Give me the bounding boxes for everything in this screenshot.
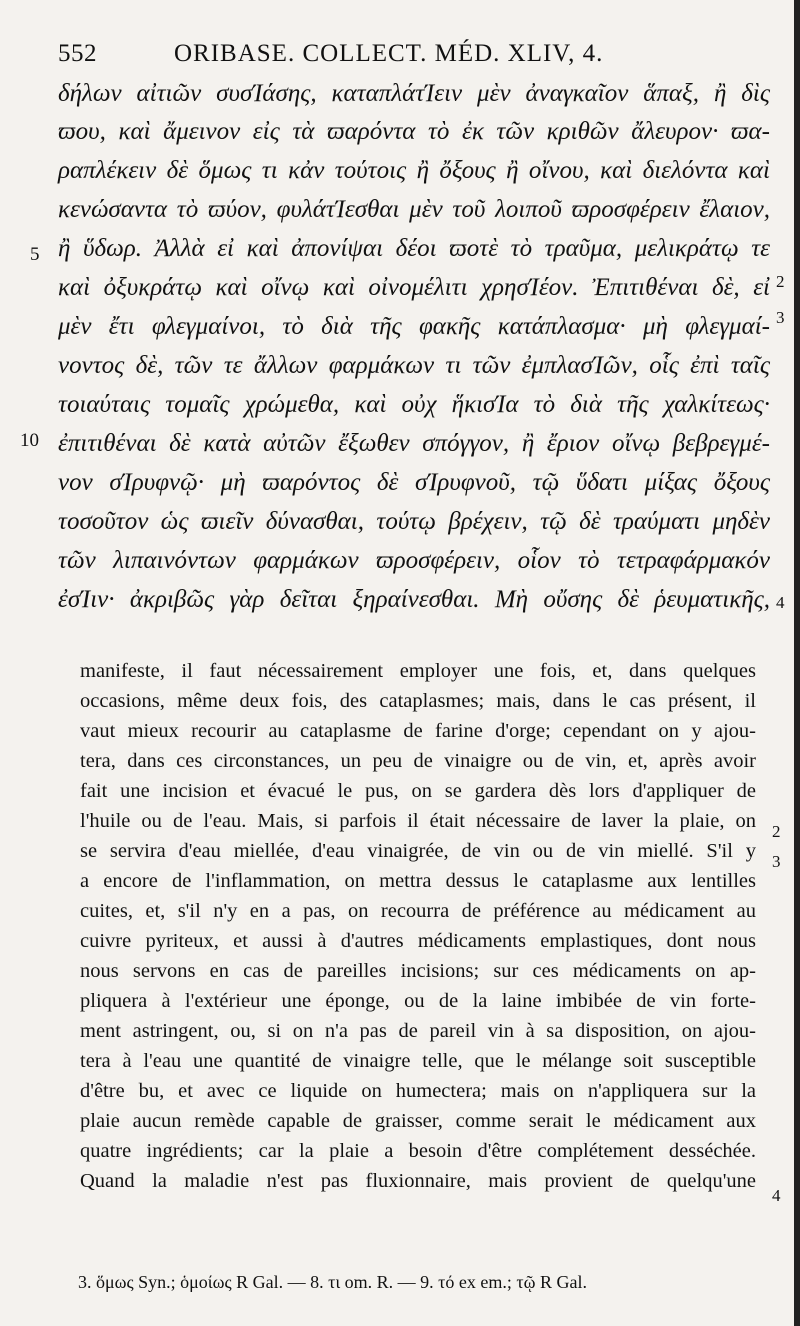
greek-line: ἐσΊιν· ἀκριβῶς γὰρ δεῖται ξηραίνεσθαι. Μὴ οὔσης δὲ ῥευματικῆς,: [58, 586, 770, 613]
french-line: fait une incision et évacué le pus, on se gardera dès lors d'appliquer de: [80, 780, 756, 802]
greek-line: ϖου, καὶ ἄμεινον εἰς τὰ ϖαρόντα τὸ ἐκ τῶν κριθῶν ἄλευρον· ϖα-: [58, 118, 770, 145]
french-line: se servira d'eau miellée, d'eau vinaigrée, de vin ou de vin miellé. S'il y: [80, 840, 756, 862]
french-line: a encore de l'inflammation, on mettra dessus le cataplasme aux lentilles: [80, 870, 756, 892]
french-margin-note: 2: [772, 822, 781, 841]
line-number-5: 5: [30, 244, 40, 265]
french-line: plaie aucun remède capable de graisser, comme serait le médicament aux: [80, 1110, 756, 1132]
greek-line: νον σΊρυφνῷ· μὴ ϖαρόντος δὲ σΊρυφνοῦ, τῷ ὕδατι μίξας ὄξους: [58, 469, 770, 496]
page-edge-shadow: [794, 0, 800, 1326]
greek-line: κενώσαντα τὸ ϖύον, φυλάτΊεσθαι μὲν τοῦ λοιποῦ ϖροσφέρειν ἔλαιον,: [58, 196, 770, 223]
french-line: vaut mieux recourir au cataplasme de farine d'orge; cependant on y ajou-: [80, 720, 756, 742]
french-line: manifeste, il faut nécessairement employer une fois, et, dans quelques: [80, 660, 756, 682]
french-line: l'huile ou de l'eau. Mais, si parfois il était nécessaire de laver la plaie, on: [80, 810, 756, 832]
french-line: tera, dans ces circonstances, un peu de vinaigre ou de vin, et, après avoir: [80, 750, 756, 772]
french-line: ment astringent, ou, si on n'a pas de pareil vin à sa disposition, on ajou-: [80, 1020, 756, 1042]
french-margin-note: 4: [772, 1186, 781, 1205]
french-line: d'être bu, et avec ce liquide on humectera; mais on n'appliquera sur la: [80, 1080, 756, 1102]
greek-margin-note: 2: [776, 272, 785, 291]
greek-line: ἐπιτιθέναι δὲ κατὰ αὐτῶν ἔξωθεν σπόγγον, ἢ ἔριον οἴνῳ βεβρεγμέ-: [58, 430, 770, 457]
greek-margin-note: 4: [776, 593, 785, 612]
french-line: pliquera à l'extérieur une éponge, ou de la laine imbibée de vin forte-: [80, 990, 756, 1012]
greek-line: νοντος δὲ, τῶν τε ἄλλων φαρμάκων τι τῶν ἐμπλασΊῶν, οἷς ἐπὶ ταῖς: [58, 352, 770, 379]
french-line: nous servons en cas de pareilles incisions; sur ces médicaments on ap-: [80, 960, 756, 982]
page-header: [58, 40, 658, 80]
page-number: 552: [58, 40, 97, 67]
greek-line: ἢ ὕδωρ. Ἀλλὰ εἰ καὶ ἀπονίψαι δέοι ϖοτὲ τὸ τραῦμα, μελικράτῳ τε: [58, 235, 770, 262]
greek-line: τοιαύταις τομαῖς χρώμεθα, καὶ οὐχ ἥκισΊα τὸ διὰ τῆς χαλκίτεως·: [58, 391, 770, 418]
french-line: cuivre pyriteux, et aussi à d'autres médicaments emplastiques, dont nous: [80, 930, 756, 952]
greek-line: δήλων αἰτιῶν συσΊάσης, καταπλάτΊειν μὲν ἀναγκαῖον ἅπαξ, ἢ δὶς: [58, 80, 770, 107]
greek-line: μὲν ἔτι φλεγμαίνοι, τὸ διὰ τῆς φακῆς κατάπλασμα· μὴ φλεγμαί-: [58, 313, 770, 340]
greek-line: τοσοῦτον ὡς ϖιεῖν δύνασθαι, τούτῳ βρέχειν, τῷ δὲ τραύματι μηδὲν: [58, 508, 770, 535]
french-line: quatre ingrédients; car la plaie a besoin d'être complétement desséchée.: [80, 1140, 756, 1162]
line-number-10: 10: [20, 430, 39, 451]
french-line: tera à l'eau une quantité de vinaigre telle, que le mélange soit susceptible: [80, 1050, 756, 1072]
running-title: ORIBASE. COLLECT. MÉD. XLIV, 4.: [174, 40, 604, 67]
greek-line: τῶν λιπαινόντων φαρμάκων ϖροσφέρειν, οἷον τὸ τετραφάρμακόν: [58, 547, 770, 574]
french-margin-note: 3: [772, 852, 781, 871]
french-line: occasions, même deux fois, des cataplasmes; mais, dans le cas présent, il: [80, 690, 756, 712]
french-line: cuites, et, s'il n'y en a pas, on recourra de préférence au médicament au: [80, 900, 756, 922]
greek-line: καὶ ὀξυκράτῳ καὶ οἴνῳ καὶ οἰνομέλιτι χρησΊέον. Ἐπιτιθέναι δὲ, εἰ: [58, 274, 770, 301]
greek-line: ραπλέκειν δὲ ὅμως τι κἀν τούτοις ἢ ὄξους ἢ οἴνου, καὶ διελόντα καὶ: [58, 157, 770, 184]
french-line: Quand la maladie n'est pas fluxionnaire, mais provient de quelqu'une: [80, 1170, 756, 1192]
critical-apparatus-footnote: 3. ὅμως Syn.; ὁμοίως R Gal. — 8. τι om. R. — 9. τό ex em.; τῷ R Gal.: [78, 1272, 587, 1292]
greek-margin-note: 3: [776, 308, 785, 327]
